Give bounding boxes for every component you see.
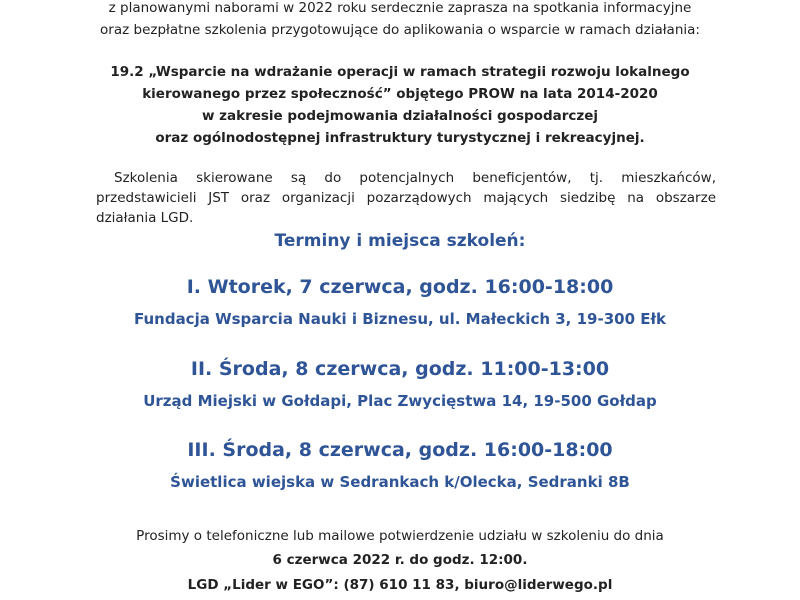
intro-line-2: oraz bezpłatne szkolenia przygotowujące do aplikowania o wsparcie w ramach działania:: [100, 22, 700, 38]
session-2-date: II. Środa, 8 czerwca, godz. 11:00-13:00: [190, 358, 610, 380]
intro-line-1: z planowanymi naborami w 2022 roku serdecznie zaprasza na spotkania informacyjne: [108, 0, 692, 16]
footer-line-1: Prosimy o telefoniczne lub mailowe potwierdzenie udziału w szkoleniu do dnia: [136, 528, 664, 544]
schedule-heading: Terminy i miejsca szkoleń:: [274, 231, 526, 251]
session-3-place: Świetlica wiejska w Sedrankach k/Olecka, Sedranki 8B: [170, 473, 630, 491]
session-2-place: Urząd Miejski w Gołdapi, Plac Zwycięstwa 14, 19-500 Gołdap: [143, 392, 657, 410]
program-line-2: kierowanego przez społeczność” objętego PROW na lata 2014-2020: [142, 86, 658, 102]
program-line-1: 19.2 „Wsparcie na wdrażanie operacji w ramach strategii rozwoju lokalnego: [110, 64, 690, 80]
target-paragraph: Szkolenia skierowane są do potencjalnych beneficjentów, tj. mieszkańców, przedstawicieli JST oraz organizacji pozarządowych mających siedzibę na obszarze działania LGD.: [96, 170, 716, 226]
session-1-place: Fundacja Wsparcia Nauki i Biznesu, ul. Małeckich 3, 19-300 Ełk: [133, 310, 667, 328]
session-3-date: III. Środa, 8 czerwca, godz. 16:00-18:00: [187, 439, 613, 461]
program-line-3: w zakresie podejmowania działalności gospodarczej: [201, 108, 599, 124]
program-line-4: oraz ogólnodostępnej infrastruktury turystycznej i rekreacyjnej.: [155, 130, 645, 146]
session-1-date: I. Wtorek, 7 czerwca, godz. 16:00-18:00: [186, 276, 614, 298]
footer-deadline: 6 czerwca 2022 r. do godz. 12:00.: [272, 552, 528, 568]
footer-contact: LGD „Lider w EGO”: (87) 610 11 83, biuro@liderwego.pl: [187, 577, 613, 593]
